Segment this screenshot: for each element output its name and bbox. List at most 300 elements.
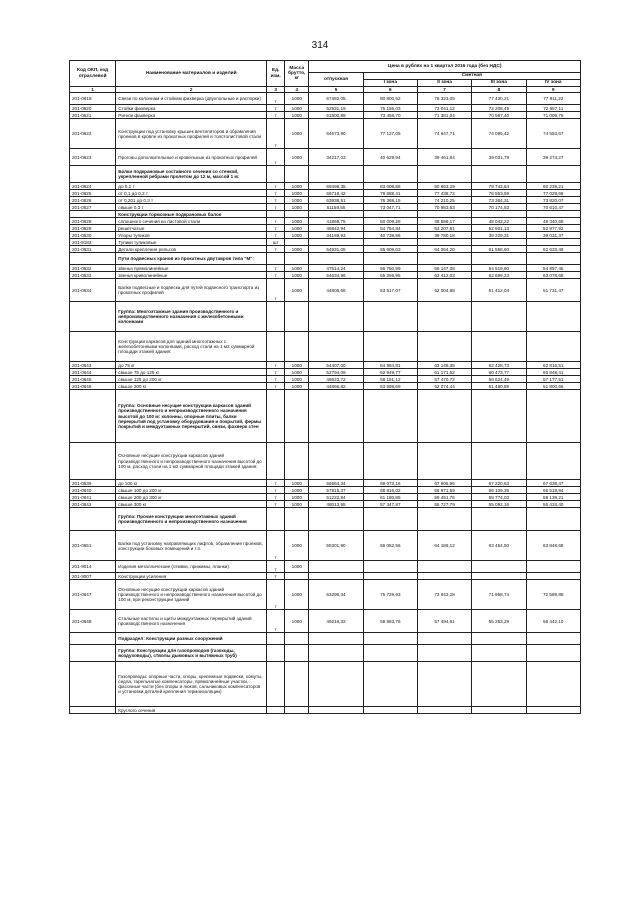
cell-name: от 0,201 до 0,3 т: [116, 197, 267, 204]
cell-price-zone-1: [363, 332, 417, 362]
column-index-cell: 9: [526, 87, 580, 93]
cell-unit: т: [267, 501, 285, 508]
cell-mass: 1000: [285, 383, 309, 390]
header-unit: Ед. изм.: [267, 61, 285, 87]
group-heading-row: [70, 166, 581, 183]
cell-price-zone-2: [417, 332, 471, 362]
cell-code: [70, 633, 116, 645]
cell-price-zone-2: 71 381,04: [417, 112, 471, 119]
cell-price-zone-2: 39 461,84: [417, 149, 471, 166]
cell-price-zone-4: [526, 166, 580, 183]
cell-unit: т: [267, 149, 285, 166]
cell-price-zone-1: [363, 211, 417, 218]
cell-mass: [285, 302, 309, 332]
cell-price-zone-4: [526, 253, 580, 265]
table-row: [70, 190, 581, 197]
cell-price-zone-2: 70 983,63: [417, 204, 471, 211]
cell-price-zone-3: [472, 707, 526, 714]
cell-name: Тупики тупиковые: [116, 239, 267, 246]
header-estimate: Сметная: [363, 73, 580, 80]
cell-price-release: 52794,09: [309, 369, 363, 376]
cell-price-zone-4: [526, 211, 580, 218]
cell-mass: 1000: [285, 610, 309, 633]
cell-name: Круглого сечения: [116, 707, 267, 714]
cell-unit: т: [267, 376, 285, 383]
cell-price-zone-4: 67 638,47: [526, 480, 580, 487]
cell-unit: [267, 211, 285, 218]
cell-code: 201-0643: [70, 362, 116, 369]
cell-name: Группа: Основные несущие конструкции каркасов зданий производственного и непроизводственного назначения высотой до 100 м: колонны, опорные плиты, балки перекрытий под установку оборудования и покрытий, фермы покрытий и междуэтажных перекрытий, связи, фахверк стен: [116, 390, 267, 443]
cell-code: 201-0627: [70, 204, 116, 211]
cell-price-zone-4: 51 800,66: [526, 383, 580, 390]
cell-price-zone-3: [472, 302, 526, 332]
column-index-cell: 1: [70, 87, 116, 93]
table-row: [70, 487, 581, 494]
column-index-cell: 7: [417, 87, 471, 93]
cell-price-zone-4: 54 857,45: [526, 265, 580, 272]
table-row: [70, 580, 581, 610]
header-zone-3: III зона: [472, 80, 526, 87]
cell-code: 201-9014: [70, 561, 116, 573]
cell-price-zone-3: 52 601,13: [472, 225, 526, 232]
cell-price-zone-4: [526, 662, 580, 707]
cell-price-zone-1: 58 151,12: [363, 376, 417, 383]
cell-name: Группа: Прочие конструкции многоэтажных зданий производственного и непроизводственного назначения: [116, 508, 267, 531]
cell-price-zone-1: 80 800,52: [363, 93, 417, 105]
group-heading-row: [70, 302, 581, 332]
cell-price-zone-4: 72 657,11: [526, 105, 580, 112]
cell-unit: т: [267, 119, 285, 149]
cell-name: Основные несущие конструкции каркасов зданий производственного и непроизводственного назначения высотой до 100 м, при реконструкции зданий: [116, 580, 267, 610]
cell-mass: [285, 508, 309, 531]
cell-price-release: 44866,82: [309, 383, 363, 390]
cell-unit: т: [267, 369, 285, 376]
cell-price-zone-4: 59 139,21: [526, 494, 580, 501]
cell-price-zone-2: 73 943,28: [417, 580, 471, 610]
cell-price-release: 48013,95: [309, 501, 363, 508]
cell-price-release: 51222,84: [309, 494, 363, 501]
cell-unit: т: [267, 494, 285, 501]
cell-mass: 1000: [285, 183, 309, 190]
cell-unit: т: [267, 480, 285, 487]
cell-price-zone-4: 39 031,37: [526, 232, 580, 239]
cell-mass: 1000: [285, 119, 309, 149]
table-row: [70, 279, 581, 302]
column-index-cell: 5: [309, 87, 363, 93]
cell-price-zone-4: 39 274,27: [526, 149, 580, 166]
cell-unit: [267, 633, 285, 645]
cell-price-release: [309, 508, 363, 531]
cell-code: 201-0625: [70, 190, 116, 197]
cell-price-zone-4: [526, 645, 580, 662]
cell-price-zone-4: 60 848,41: [526, 369, 580, 376]
cell-price-zone-3: [472, 211, 526, 218]
cell-price-release: [309, 707, 363, 714]
cell-mass: 1000: [285, 93, 309, 105]
cell-mass: 1000: [285, 149, 309, 166]
cell-price-zone-2: [417, 707, 471, 714]
cell-mass: 1000: [285, 362, 309, 369]
table-row: [70, 501, 581, 508]
table-row: [70, 105, 581, 112]
cell-price-zone-2: 77 438,72: [417, 190, 471, 197]
cell-price-zone-3: 70 567,40: [472, 112, 526, 119]
cell-code: 201-0632: [70, 265, 116, 272]
cell-price-zone-3: 48 042,22: [472, 218, 526, 225]
cell-price-zone-1: [363, 443, 417, 480]
cell-price-zone-3: 63 454,50: [472, 531, 526, 561]
cell-code: 201-0644: [70, 369, 116, 376]
cell-price-zone-4: [526, 332, 580, 362]
cell-code: 201-0628: [70, 218, 116, 225]
cell-unit: т: [267, 580, 285, 610]
cell-mass: [285, 390, 309, 443]
cell-name: свыше 125 до 200 кг: [116, 376, 267, 383]
table-row: [70, 119, 581, 149]
cell-unit: [267, 508, 285, 531]
cell-price-zone-4: 71 005,75: [526, 112, 580, 119]
cell-price-release: [309, 573, 363, 580]
cell-unit: т: [267, 279, 285, 302]
cell-code: 201-0631: [70, 246, 116, 253]
table-row: [70, 610, 581, 633]
cell-mass: 1000: [285, 580, 309, 610]
cell-price-zone-3: [472, 390, 526, 443]
cell-price-zone-2: [417, 508, 471, 531]
cell-unit: шт: [267, 239, 285, 246]
cell-price-zone-4: [526, 508, 580, 531]
cell-price-zone-2: 48 596,17: [417, 218, 471, 225]
cell-price-zone-4: 51 731,47: [526, 279, 580, 302]
cell-price-zone-1: 53 517,07: [363, 279, 417, 302]
cell-price-release: 34217,03: [309, 149, 363, 166]
cell-mass: [285, 645, 309, 662]
cell-unit: [267, 443, 285, 480]
cell-price-zone-3: [472, 166, 526, 183]
cell-mass: 1000: [285, 501, 309, 508]
cell-name: Балки подвесные и подвески для путей подвесного транспорта из прокатных профилей: [116, 279, 267, 302]
cell-price-zone-3: 73 364,31: [472, 197, 526, 204]
cell-price-zone-1: [363, 561, 417, 573]
cell-price-zone-2: 64 064,20: [417, 246, 471, 253]
header-code: Код ОКП, код отраслевой: [70, 61, 116, 87]
cell-price-zone-2: [417, 302, 471, 332]
cell-price-zone-1: 79 688,41: [363, 190, 417, 197]
cell-price-release: [309, 662, 363, 707]
cell-code: 201-0641: [70, 494, 116, 501]
cell-mass: 1000: [285, 376, 309, 383]
cell-price-zone-2: [417, 253, 471, 265]
cell-name: Газопроводы: опорные части, опоры, крепежные подвески, хомуты, седла, тарельчатые компенсаторы, прямолинейные участки, фасонные части (без опоры и люков, сальниковых компенсаторов и установки деталей крепления термоизоляции): [116, 662, 267, 707]
cell-price-release: 69498,35: [309, 183, 363, 190]
cell-name: до 75 кг: [116, 362, 267, 369]
cell-price-zone-4: 66 519,94: [526, 487, 580, 494]
cell-price-zone-1: 57 347,87: [363, 501, 417, 508]
cell-price-zone-3: 55 253,29: [472, 610, 526, 633]
cell-price-release: 56564,34: [309, 480, 363, 487]
table-row: [70, 362, 581, 369]
table-row: [70, 531, 581, 561]
cell-price-release: [309, 302, 363, 332]
cell-code: [70, 707, 116, 714]
cell-price-zone-4: [526, 239, 580, 246]
cell-code: [70, 253, 116, 265]
cell-price-zone-3: 51 412,04: [472, 279, 526, 302]
cell-price-zone-3: 39 031,79: [472, 149, 526, 166]
cell-price-zone-3: [472, 645, 526, 662]
cell-price-zone-3: 62 689,23: [472, 272, 526, 279]
cell-price-release: [309, 561, 363, 573]
cell-unit: [267, 662, 285, 707]
cell-code: [70, 662, 116, 707]
cell-price-release: 66718,42: [309, 190, 363, 197]
cell-mass: [285, 332, 309, 362]
cell-price-release: 67482,05: [309, 93, 363, 105]
cell-code: [70, 508, 116, 531]
cell-mass: 1000: [285, 480, 309, 487]
cell-price-zone-2: 63 148,35: [417, 362, 471, 369]
column-index-cell: 3: [267, 87, 285, 93]
cell-price-release: 34169,93: [309, 232, 363, 239]
cell-price-release: 49216,32: [309, 610, 363, 633]
cell-price-release: 63938,51: [309, 197, 363, 204]
cell-price-zone-1: 75 155,03: [363, 105, 417, 112]
cell-price-zone-1: [363, 239, 417, 246]
cell-name: свыше 200 до 300 кг: [116, 494, 267, 501]
cell-code: 201-0647: [70, 580, 116, 610]
cell-price-zone-4: [526, 707, 580, 714]
column-index-cell: 6: [363, 87, 417, 93]
header-release: отпускная: [309, 73, 363, 87]
cell-unit: т: [267, 183, 285, 190]
cell-price-release: 45842,94: [309, 225, 363, 232]
cell-price-zone-1: [363, 662, 417, 707]
header-mass: Масса брутто, кг: [285, 61, 309, 87]
cell-price-zone-4: [526, 573, 580, 580]
cell-price-zone-1: 73 047,71: [363, 204, 417, 211]
cell-mass: 1000: [285, 369, 309, 376]
cell-code: [70, 332, 116, 362]
cell-price-zone-2: 64 186,12: [417, 531, 471, 561]
cell-unit: т: [267, 232, 285, 239]
cell-price-zone-4: 56 442,10: [526, 610, 580, 633]
cell-price-zone-2: 80 663,29: [417, 183, 471, 190]
cell-mass: 1000: [285, 265, 309, 272]
cell-code: 201-0623: [70, 149, 116, 166]
cell-name: свыше 100 до 200 кг: [116, 487, 267, 494]
cell-price-zone-3: 70 174,53: [472, 204, 526, 211]
cell-price-zone-1: [363, 166, 417, 183]
cell-price-zone-3: 56 624,49: [472, 376, 526, 383]
cell-price-zone-3: 39 229,31: [472, 232, 526, 239]
cell-price-release: [309, 633, 363, 645]
table-row: [70, 480, 581, 487]
cell-price-zone-1: [363, 302, 417, 332]
header-zone-2: II зона: [417, 80, 471, 87]
cell-mass: 1000: [285, 218, 309, 225]
cell-code: [70, 390, 116, 443]
cell-price-zone-4: [526, 633, 580, 645]
cell-code: 201-0633: [70, 272, 116, 279]
cell-price-zone-1: 83 008,86: [363, 183, 417, 190]
cell-price-zone-1: 61 180,85: [363, 494, 417, 501]
cell-price-zone-2: 63 412,03: [417, 272, 471, 279]
cell-price-release: [309, 253, 363, 265]
cell-price-zone-2: 39 780,18: [417, 232, 471, 239]
header-zone-1: I зона: [363, 80, 417, 87]
table-row: [70, 662, 581, 707]
cell-price-zone-3: 67 220,63: [472, 480, 526, 487]
cell-price-zone-4: 77 911,22: [526, 93, 580, 105]
cell-name: Группа: Конструкции для газопроводов (газоходы, воздуховоды), стволы дымовых и вытяжных труб): [116, 645, 267, 662]
cell-price-zone-2: 74 210,25: [417, 197, 471, 204]
cell-mass: 1000: [285, 272, 309, 279]
cell-unit: т: [267, 190, 285, 197]
cell-price-zone-2: [417, 239, 471, 246]
cell-name: от 0,1 до 0,2 т: [116, 190, 267, 197]
table-row: [70, 225, 581, 232]
cell-mass: 1000: [285, 494, 309, 501]
group-heading-row: [70, 253, 581, 265]
cell-name: свыше 0,3 т: [116, 204, 267, 211]
table-row: [70, 443, 581, 480]
cell-code: [70, 443, 116, 480]
cell-mass: [285, 253, 309, 265]
cell-code: [70, 211, 116, 218]
cell-price-release: 61158,55: [309, 204, 363, 211]
group-heading-row: [70, 211, 581, 218]
cell-price-zone-2: 67 905,96: [417, 480, 471, 487]
cell-price-zone-3: [472, 443, 526, 480]
cell-code: 201-0648: [70, 610, 116, 633]
cell-unit: [267, 645, 285, 662]
cell-price-zone-3: 51 480,89: [472, 383, 526, 390]
cell-price-zone-2: 53 207,61: [417, 225, 471, 232]
cell-price-release: 64673,90: [309, 119, 363, 149]
cell-mass: 1000: [285, 204, 309, 211]
cell-price-zone-4: 63 078,68: [526, 272, 580, 279]
cell-price-zone-2: [417, 166, 471, 183]
cell-price-zone-1: 40 739,86: [363, 232, 417, 239]
cell-price-release: [309, 239, 363, 246]
cell-name: Группа: Многоэтажные здания производственного и непроизводственного назначения с железобетонными колоннами: [116, 302, 267, 332]
cell-price-zone-1: [363, 633, 417, 645]
cell-mass: [285, 662, 309, 707]
cell-name: звенья криволинейные: [116, 272, 267, 279]
cell-unit: [267, 166, 285, 183]
cell-price-release: 63296,34: [309, 580, 363, 610]
cell-price-zone-4: [526, 561, 580, 573]
cell-price-zone-1: 62 949,77: [363, 369, 417, 376]
cell-price-zone-1: 68 816,02: [363, 487, 417, 494]
cell-price-zone-4: 74 553,67: [526, 119, 580, 149]
column-index-cell: 8: [472, 87, 526, 93]
cell-code: 201-9007: [70, 573, 116, 580]
cell-price-zone-3: 77 430,21: [472, 93, 526, 105]
cell-price-zone-1: 65 609,63: [363, 246, 417, 253]
cell-price-zone-1: 75 729,93: [363, 580, 417, 610]
cell-unit: т: [267, 246, 285, 253]
cell-price-zone-2: 73 041,12: [417, 105, 471, 112]
cell-price-zone-2: 61 171,52: [417, 369, 471, 376]
cell-name: звенья прямолинейные: [116, 265, 267, 272]
cell-unit: т: [267, 487, 285, 494]
cell-price-zone-2: [417, 645, 471, 662]
cell-price-zone-3: [472, 239, 526, 246]
cell-mass: [285, 443, 309, 480]
cell-name: Ригели фахверка: [116, 112, 267, 119]
cell-price-zone-1: 56 750,99: [363, 265, 417, 272]
cell-mass: 1000: [285, 225, 309, 232]
cell-name: Изделия металлические (отмвки, прижимы, планки): [116, 561, 267, 573]
cell-price-zone-4: 63 848,68: [526, 531, 580, 561]
table-row: [70, 93, 581, 105]
cell-unit: т: [267, 112, 285, 119]
cell-price-zone-3: 71 958,74: [472, 580, 526, 610]
cell-price-zone-3: 62 428,73: [472, 362, 526, 369]
cell-code: 201-9183: [70, 239, 116, 246]
cell-name: Подраздел: Конструкции разных сооружений: [116, 633, 267, 645]
cell-code: 201-0622: [70, 119, 116, 149]
cell-unit: т: [267, 561, 285, 573]
cell-price-release: 41869,75: [309, 218, 363, 225]
cell-price-zone-3: 58 774,03: [472, 494, 526, 501]
cell-price-zone-2: [417, 443, 471, 480]
cell-code: 201-0640: [70, 487, 116, 494]
cell-price-release: [309, 211, 363, 218]
cell-price-release: 47514,24: [309, 265, 363, 272]
cell-price-zone-4: 70 610,47: [526, 204, 580, 211]
column-index-cell: 2: [116, 87, 267, 93]
cell-price-zone-4: 52 977,92: [526, 225, 580, 232]
group-heading-row: [70, 390, 581, 443]
table-row: [70, 707, 581, 714]
cell-price-zone-2: [417, 662, 471, 707]
cell-unit: т: [267, 383, 285, 390]
cell-price-zone-1: 54 754,84: [363, 225, 417, 232]
cell-price-zone-1: 40 629,94: [363, 149, 417, 166]
cell-unit: т: [267, 197, 285, 204]
cell-price-zone-1: 58 883,76: [363, 610, 417, 633]
cell-price-zone-4: 48 340,68: [526, 218, 580, 225]
cell-mass: [285, 573, 309, 580]
cell-name: сплошного сечения из листовой стали: [116, 218, 267, 225]
table-row: [70, 561, 581, 573]
cell-name: Стойки фахверка: [116, 105, 267, 112]
cell-unit: т: [267, 218, 285, 225]
cell-unit: т: [267, 610, 285, 633]
cell-price-zone-3: 55 092,16: [472, 501, 526, 508]
cell-price-release: [309, 390, 363, 443]
cell-mass: 1000: [285, 531, 309, 561]
cell-name: Конструкции усиления: [116, 573, 267, 580]
cell-name: Конструкции каркасов для зданий многоэтажных с железобетонными колоннами, расход стали на 1 м2 суммарной площади этажей здания:: [116, 332, 267, 362]
cell-mass: [285, 707, 309, 714]
cell-price-zone-1: [363, 390, 417, 443]
cell-price-zone-2: [417, 390, 471, 443]
group-heading-row: [70, 633, 581, 645]
cell-price-zone-3: [472, 662, 526, 707]
cell-price-zone-2: [417, 573, 471, 580]
cell-price-zone-3: [472, 332, 526, 362]
cell-mass: 1000: [285, 246, 309, 253]
cell-price-zone-4: [526, 390, 580, 443]
cell-unit: т: [267, 265, 285, 272]
cell-price-zone-1: [363, 573, 417, 580]
cell-price-zone-3: 72 208,49: [472, 105, 526, 112]
cell-price-release: 54634,96: [309, 272, 363, 279]
table-row: [70, 573, 581, 580]
